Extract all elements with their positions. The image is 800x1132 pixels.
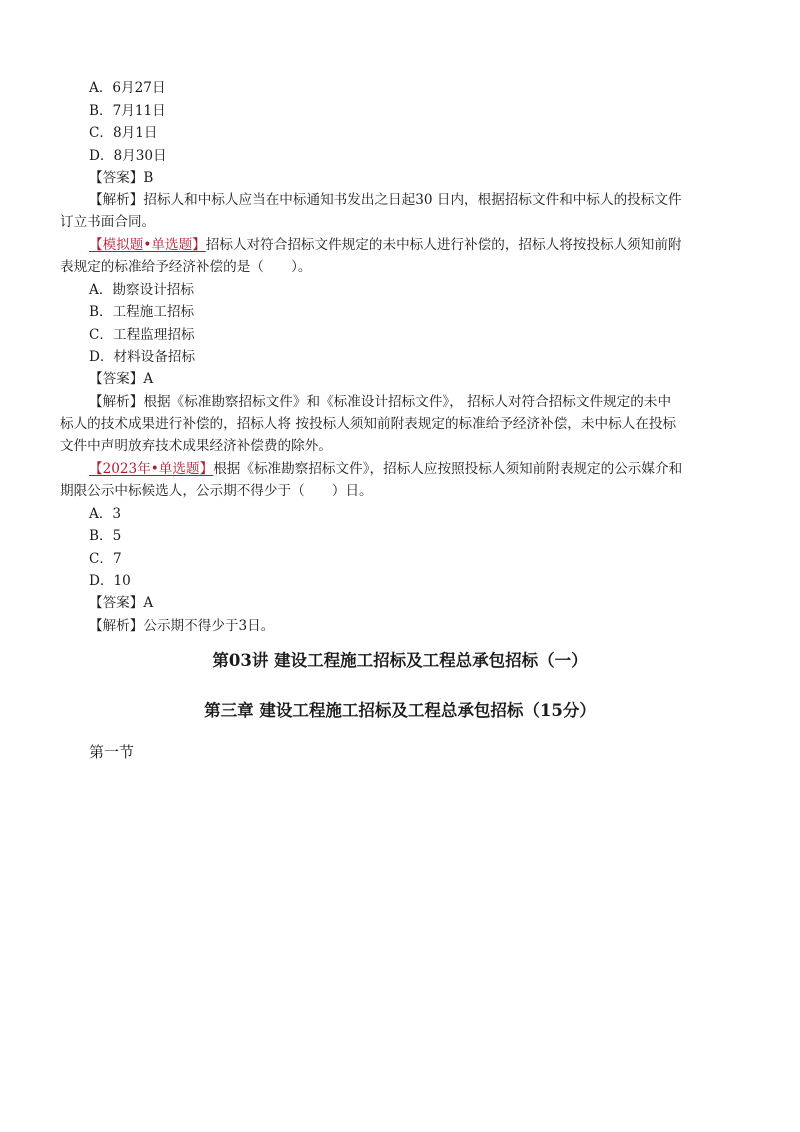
- q2-stem-text: 招标人对符合招标文件规定的未中标人进行补偿的，招标人将按投标人须知前附: [205, 237, 682, 253]
- q3-question-tag: 【2023年•单选题】: [89, 461, 214, 477]
- q2-question-tag: 【模拟题•单选题】: [89, 237, 206, 253]
- q2-analysis-line-2: 标人的技术成果进行补偿的，招标人将 按投标人须知前附表规定的标准给予经济补偿，未中标人在投标: [60, 416, 677, 432]
- q3-stem-line-1: [89, 460, 682, 478]
- q2-analysis-line-1: 【解析】根据《标准勘察招标文件》和《标准设计招标文件》， 招标人对符合招标文件规定的未中: [89, 394, 672, 410]
- q2-analysis-line-3: 文件中声明放弃技术成果经济补偿费的除外。: [60, 438, 332, 454]
- lecture-heading: 第03讲 建设工程施工招标及工程总承包招标（一）: [212, 651, 588, 670]
- q3-analysis: 【解析】公示期不得少于3日。: [89, 618, 275, 634]
- q3-stem-text: 根据《标准勘察招标文件》，招标人应按照投标人须知前附表规定的公示媒介和: [213, 461, 683, 477]
- q3-answer: 【答案】A: [89, 595, 154, 611]
- q2-option-a: A．勘察设计招标: [89, 282, 194, 298]
- q2-option-d: D．材料设备招标: [89, 349, 196, 365]
- chapter-heading: 第三章 建设工程施工招标及工程总承包招标（15分）: [204, 701, 596, 720]
- q1-option-a: A．6月27日: [89, 80, 166, 96]
- q1-option-d: D．8月30日: [89, 148, 167, 164]
- q1-analysis-line-1: 【解析】招标人和中标人应当在中标通知书发出之日起30 日内，根据招标文件和中标人的投标文件: [89, 192, 682, 208]
- q3-option-d: D．10: [89, 573, 131, 589]
- q1-answer: 【答案】B: [89, 170, 154, 186]
- q2-answer: 【答案】A: [89, 371, 154, 387]
- q3-option-a: A．3: [89, 506, 122, 522]
- q3-stem-line-2: 期限公示中标候选人，公示期不得少于（ ）日。: [60, 483, 373, 499]
- q2-stem-line-1: [89, 236, 682, 254]
- section-heading: 第一节: [89, 743, 135, 761]
- q3-option-c: C．7: [89, 551, 122, 567]
- q1-option-b: B．7月11日: [89, 103, 166, 119]
- q2-option-b: B．工程施工招标: [89, 304, 195, 320]
- q2-option-c: C．工程监理招标: [89, 327, 195, 343]
- q2-stem-line-2: 表规定的标准给予经济补偿的是（ ）。: [60, 259, 312, 275]
- q1-option-c: C．8月1日: [89, 125, 158, 141]
- q3-option-b: B．5: [89, 528, 122, 544]
- q1-analysis-line-2: 订立书面合同。: [60, 214, 156, 230]
